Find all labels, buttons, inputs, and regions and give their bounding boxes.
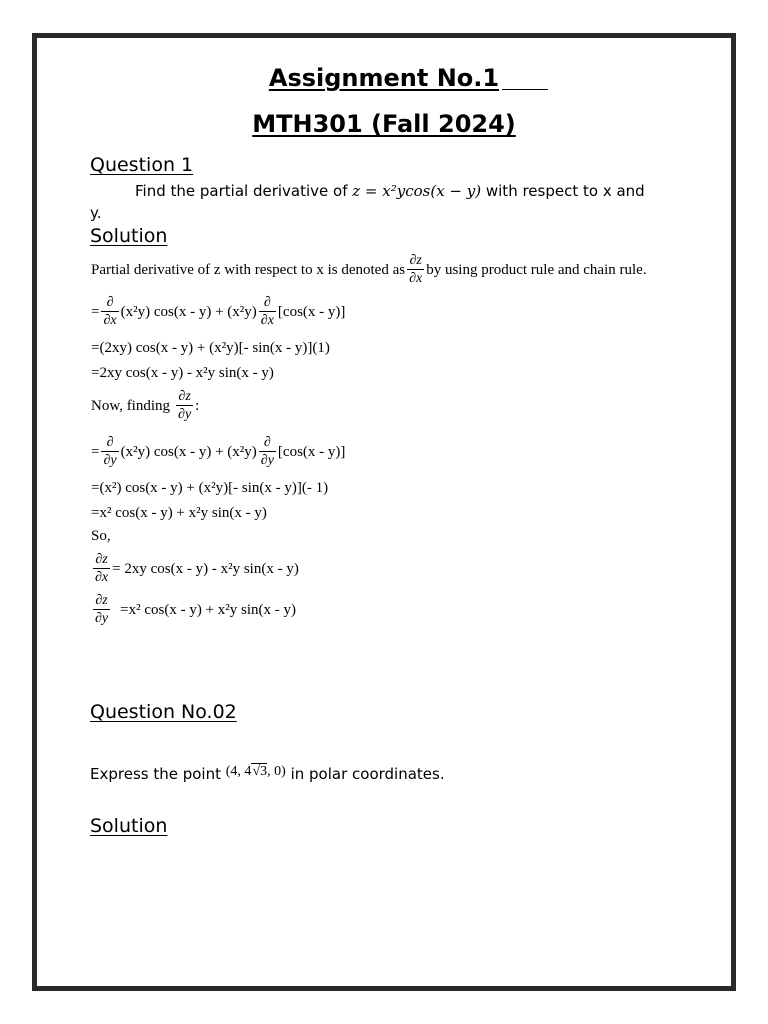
partial-numerator: ∂ — [101, 294, 118, 312]
result-dz-dy-denominator: ∂y — [95, 611, 109, 626]
partial-numerator: ∂ — [259, 434, 276, 452]
partial-numerator: ∂ — [101, 434, 118, 452]
solution-1-heading: Solution — [90, 225, 168, 247]
dz-dx-numerator: ∂z — [407, 252, 424, 270]
solution-intro — [91, 252, 647, 287]
question-2-heading: Question No.02 — [90, 701, 237, 723]
solution-intro-after: by using product rule and chain rule. — [426, 261, 647, 278]
now-finding-colon: : — [195, 397, 200, 414]
result-dz-dx-value: = 2xy cos(x - y) - x²y sin(x - y) — [112, 560, 299, 577]
partial-denominator: ∂x — [103, 313, 117, 328]
step-4-body: (x²y) cos(x - y) + (x²y) — [120, 443, 257, 460]
step-1-partial-x-a — [101, 294, 118, 329]
partial-denominator: ∂y — [260, 453, 274, 468]
course-subtitle: MTH301 (Fall 2024) — [252, 110, 516, 138]
now-finding-line — [91, 388, 199, 423]
result-dz-dy-numerator: ∂z — [93, 592, 110, 610]
polar-point — [226, 763, 286, 779]
question-1-expression: z = x²ycos(x − y) — [352, 182, 482, 200]
result-dz-dy — [91, 592, 296, 627]
point-close: , 0) — [267, 764, 286, 779]
result-dz-dx-denominator: ∂x — [95, 570, 109, 585]
step-4 — [91, 434, 345, 469]
question-1-text-wrap: y. — [90, 204, 102, 222]
result-dz-dx-numerator: ∂z — [93, 551, 110, 569]
solution-intro-before: Partial derivative of z with respect to x is denoted as — [91, 261, 406, 278]
result-dz-dy-value: =x² cos(x - y) + x²y sin(x - y) — [120, 601, 297, 618]
step-1-partial-x-b — [259, 294, 276, 329]
step-1 — [91, 294, 345, 329]
question-1-text-after: with respect to x and — [485, 182, 645, 200]
result-dz-dx — [91, 551, 299, 586]
result-dz-dx-fraction — [93, 551, 110, 586]
result-dz-dy-fraction — [93, 592, 110, 627]
step-5: =(x²) cos(x - y) + (x²y)[- sin(x - y)](- 1) — [91, 480, 329, 496]
partial-denominator: ∂x — [260, 313, 274, 328]
step-6: =x² cos(x - y) + x²y sin(x - y) — [91, 505, 267, 521]
partial-denominator: ∂y — [103, 453, 117, 468]
step-2: =(2xy) cos(x - y) + (x²y)[- sin(x - y)](1) — [91, 340, 330, 356]
point-open: (4, 4 — [225, 764, 252, 779]
assignment-title: Assignment No.1 — [268, 64, 500, 92]
now-finding-text: Now, finding — [91, 397, 171, 414]
dz-dy-fraction — [176, 388, 193, 423]
question-2-text-after: in polar coordinates. — [290, 765, 445, 783]
question-1-text — [135, 181, 695, 201]
question-2-text — [90, 762, 445, 784]
question-1-heading: Question 1 — [90, 154, 194, 176]
point-root: √3 — [252, 764, 268, 779]
solution-2-heading: Solution — [90, 815, 168, 837]
question-1-text-before: Find the partial derivative of — [135, 182, 348, 200]
step-4-tail: [cos(x - y)] — [277, 443, 346, 460]
dz-dx-fraction — [407, 252, 424, 287]
partial-numerator: ∂ — [259, 294, 276, 312]
step-3: =2xy cos(x - y) - x²y sin(x - y) — [91, 365, 274, 381]
so-label: So, — [91, 528, 111, 544]
dz-dy-numerator: ∂z — [176, 388, 193, 406]
step-1-body: (x²y) cos(x - y) + (x²y) — [120, 303, 257, 320]
step-1-eq: = — [91, 303, 100, 320]
step-4-partial-y-b — [259, 434, 276, 469]
step-4-partial-y-a — [101, 434, 118, 469]
dz-dy-denominator: ∂y — [178, 407, 192, 422]
dz-dx-denominator: ∂x — [409, 271, 423, 286]
step-1-tail: [cos(x - y)] — [277, 303, 346, 320]
question-2-text-before: Express the point — [90, 765, 221, 783]
step-4-eq: = — [91, 443, 100, 460]
title-underline-extension — [502, 89, 548, 90]
